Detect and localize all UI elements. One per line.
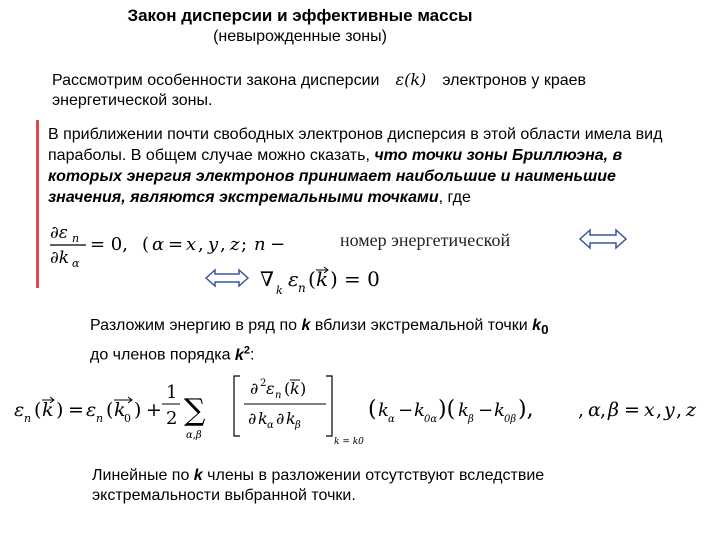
svg-text:=: = (168, 234, 184, 255)
para2-k0-sub: 0 (541, 322, 549, 338)
svg-text:k: k (114, 399, 126, 421)
svg-text:(: ( (284, 379, 291, 398)
svg-text:k: k (458, 400, 469, 421)
intro-text-line2: энергетической зоны. (52, 92, 213, 109)
svg-text:): ) (56, 399, 64, 421)
svg-text:k: k (42, 399, 54, 421)
svg-text:∂: ∂ (250, 379, 259, 398)
svg-text:α: α (72, 257, 80, 268)
equation-taylor-expansion (8, 372, 708, 452)
svg-text:),: ), (518, 397, 534, 422)
svg-text:α: α (152, 234, 165, 255)
svg-text:2: 2 (166, 408, 178, 429)
para1-text-end: , где (438, 189, 471, 206)
svg-text:k: k (276, 284, 283, 297)
svg-text:n: n (298, 281, 306, 295)
svg-text:=: = (624, 399, 640, 421)
svg-text:)(: )( (438, 397, 456, 422)
svg-text:n: n (275, 390, 282, 401)
svg-text:,: , (600, 399, 607, 421)
svg-text:−: − (398, 400, 414, 421)
svg-text:∂: ∂ (248, 409, 257, 428)
para2-k0: k (532, 317, 542, 334)
equation-gradient-zero (260, 262, 420, 302)
svg-text:y: y (208, 234, 219, 255)
para1-text-emphasis: что точки зоны Бриллюэна, в которых энергия электронов принимает наибольшие и наименьшие значения, являются экстремальными точками (48, 147, 623, 206)
para2-k: k (301, 317, 311, 334)
svg-text:=: = (68, 399, 84, 421)
svg-text:ε: ε (14, 399, 25, 421)
svg-text:z: z (230, 234, 240, 255)
svg-text:n: n (96, 412, 104, 425)
svg-text:2: 2 (260, 378, 267, 389)
slide-subtitle: (невырожденные зоны) (213, 28, 387, 45)
svg-text:(: ( (308, 267, 316, 291)
svg-text:= 0,: = 0, (90, 234, 128, 255)
paragraph-linear-terms (92, 466, 652, 506)
svg-text:0: 0 (124, 412, 131, 425)
svg-text:k = k0: k = k0 (334, 437, 364, 447)
para3-k: k (193, 467, 203, 484)
double-arrow-icon (578, 228, 628, 250)
svg-text:= 0: = 0 (344, 267, 380, 291)
svg-text:∑: ∑ (184, 393, 206, 428)
svg-text:,: , (220, 234, 226, 255)
svg-text:,: , (676, 399, 683, 421)
intro-text-part1: Рассмотрим особенности закона дисперсии (52, 72, 380, 89)
svg-text:∇: ∇ (260, 267, 274, 291)
svg-text:(: ( (34, 399, 42, 421)
svg-text:): ) (134, 399, 142, 421)
para2-text-part1: Разложим энергию в ряд по (90, 317, 302, 334)
svg-text:−: − (478, 400, 494, 421)
svg-text:α: α (267, 420, 274, 431)
svg-text:1: 1 (166, 382, 178, 403)
svg-text:0α: 0α (424, 414, 438, 425)
svg-text:n: n (72, 232, 80, 245)
svg-text:): ) (330, 267, 338, 291)
svg-text:β: β (295, 420, 301, 431)
svg-text:∂ε: ∂ε (50, 223, 68, 243)
svg-text:+: + (146, 399, 162, 421)
paragraph-series-expansion (90, 316, 650, 366)
svg-text:k: k (414, 400, 425, 421)
svg-text:α: α (388, 414, 395, 425)
para3-text-part2: члены в разложении отсутствуют вследствие экстремальности выбранной точки. (92, 467, 545, 504)
intro-paragraph (52, 70, 672, 111)
svg-text:k: k (494, 400, 505, 421)
svg-text:k: k (258, 409, 268, 428)
svg-text:): ) (300, 379, 307, 398)
svg-text:α: α (588, 399, 601, 421)
svg-text:,: , (578, 399, 585, 421)
svg-text:∂: ∂ (276, 409, 285, 428)
para2-k2-sup: 2 (243, 344, 250, 357)
svg-text:;: ; (241, 234, 248, 255)
svg-text:β: β (468, 414, 474, 425)
svg-text:n: n (24, 412, 32, 425)
para2-text-line2-end: : (249, 346, 255, 364)
svg-text:,: , (656, 399, 663, 421)
svg-text:(: ( (368, 397, 377, 422)
para2-text-part2: вблизи экстремальной точки (310, 317, 533, 334)
svg-text:x: x (186, 234, 197, 255)
svg-text:k: k (290, 379, 300, 398)
para3-text-part1: Линейные по (92, 467, 194, 484)
svg-text:,: , (198, 234, 204, 255)
svg-text:y: y (664, 399, 675, 421)
svg-text:(: ( (106, 399, 114, 421)
para2-k2: k (234, 346, 244, 364)
svg-text:∂k: ∂k (50, 248, 70, 268)
svg-text:−: − (270, 234, 286, 255)
svg-text:(: ( (142, 234, 150, 255)
svg-text:z: z (686, 399, 697, 421)
equation-text-band-number: номер энергетической (340, 230, 511, 250)
svg-text:x: x (644, 399, 655, 421)
svg-text:k: k (378, 400, 389, 421)
intro-text-part2: электронов у краев (442, 72, 587, 89)
svg-text:n: n (254, 234, 266, 255)
svg-text:ε: ε (288, 267, 299, 291)
para2-text-line2: до членов порядка (90, 346, 235, 364)
para1-text-plain: В приближении почти свободных электронов дисперсия в этой области имела вид параболы. В общем случае можно сказать, (48, 126, 663, 164)
slide-title: Закон дисперсии и эффективные массы (127, 6, 473, 25)
svg-text:ε: ε (86, 399, 97, 421)
double-arrow-icon (204, 268, 250, 288)
accent-bar (36, 120, 39, 288)
svg-text:k: k (286, 409, 296, 428)
svg-text:0β: 0β (504, 414, 517, 425)
intro-formula: ε(k) (395, 70, 427, 89)
svg-text:ε: ε (266, 379, 275, 398)
svg-text:β: β (608, 399, 619, 421)
paragraph-extremal-points (48, 124, 678, 208)
equation-derivative-zero (50, 220, 340, 268)
svg-text:k: k (316, 267, 329, 291)
svg-text:α,β: α,β (186, 430, 202, 441)
